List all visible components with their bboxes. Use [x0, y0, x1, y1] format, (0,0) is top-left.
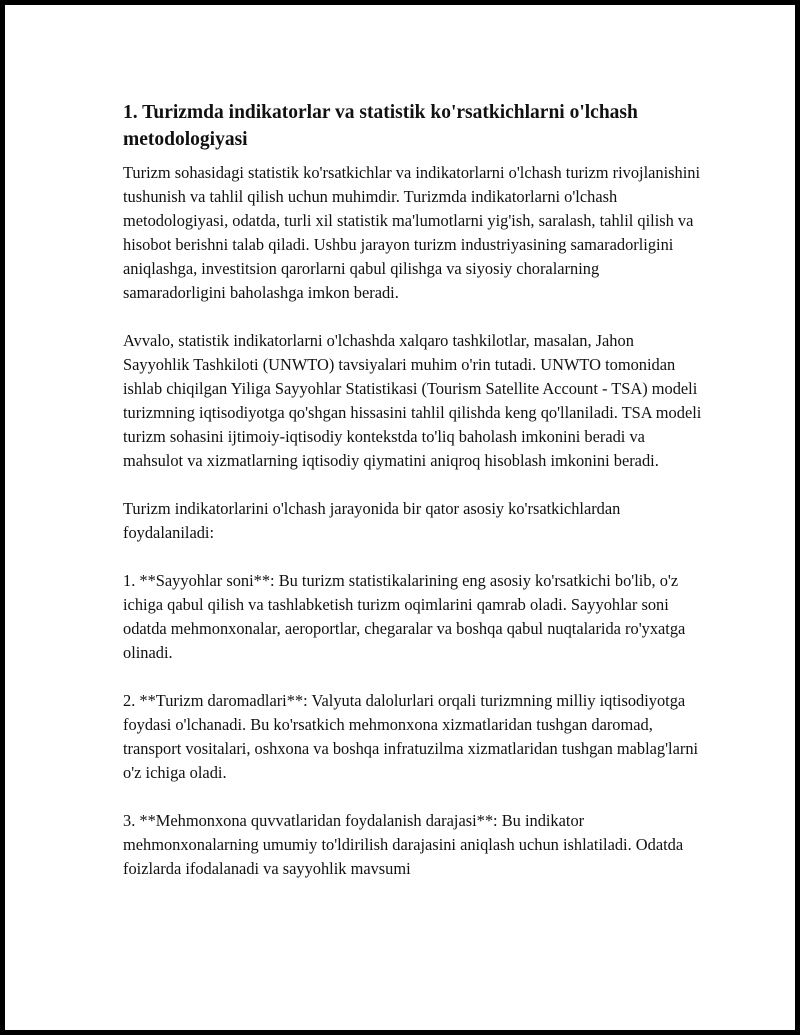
paragraph-intro: Turizm sohasidagi statistik ko'rsatkichlar va indikatorlarni o'lchash turizm rivojlanishini tushunish va tahlil qilish uchun muhimdir. Turizmda indikatorlarni o'lchash metodologiyasi, odatda, turli xil statistik ma'lumotlarni yig'ish, saralash, tahlil qilish va hisobot berishni talab qiladi. Ushbu jarayon turizm industriyasining samaradorligini aniqlashga, investitsion qarorlarni qabul qilishga va siyosiy choralarning samaradorligini baholashga imkon beradi. — [123, 163, 701, 302]
list-item-tourist-count: 1. **Sayyohlar soni**: Bu turizm statistikalarining eng asosiy ko'rsatkichi bo'lib, o'z ichiga qabul qilish va tashlabketish turizm oqimlarini qamrab oladi. Sayyohlar soni odatda mehmonxonalar, aeroportlar, chegaralar va boshqa qabul nuqtalarida ro'yxatga olinadi. — [123, 571, 686, 662]
paragraph-unwto: Avvalo, statistik indikatorlarni o'lchashda xalqaro tashkilotlar, masalan, Jahon Sayyohlik Tashkiloti (UNWTO) tavsiyalari muhim o'rin tutadi. UNWTO tomonidan ishlab chiqilgan Yiliga Sayyohlar Statistikasi (Tourism Satellite Account - TSA) modeli turizmning iqtisodiyotga qo'shgan hissasini tahlil qilishda keng qo'llaniladi. TSA modeli turizm sohasini ijtimoiy-iqtisodiy kontekstda to'liq baholash imkonini beradi va mahsulot va xizmatlarning iqtisodiy qiymatini aniqroq hisoblash imkonini beradi. — [123, 331, 702, 470]
list-item-hotel-occupancy: 3. **Mehmonxona quvvatlaridan foydalanish darajasi**: Bu indikator mehmonxonalarning umumiy to'ldirilish darajasini aniqlash uchun ishlatiladi. Odatda foizlarda ifodalanadi va sayyohlik mavsumi — [123, 811, 684, 878]
section-heading: 1. Turizmda indikatorlar va statistik ko'rsatkichlarni o'lchash metodologiyasi — [123, 102, 638, 150]
paragraph-indicators-intro: Turizm indikatorlarini o'lchash jarayonida bir qator asosiy ko'rsatkichlardan foydalaniladi: — [123, 499, 621, 542]
list-item-tourism-revenue: 2. **Turizm daromadlari**: Valyuta dalolurlari orqali turizmning milliy iqtisodiyotga foydasi o'lchanadi. Bu ko'rsatkich mehmonxona xizmatlaridan tushgan daromad, transport vositalari, oshxona va boshqa infratuzilma xizmatlaridan tushgan mablag'larni o'z ichiga oladi. — [123, 691, 699, 782]
document-body — [123, 99, 703, 905]
